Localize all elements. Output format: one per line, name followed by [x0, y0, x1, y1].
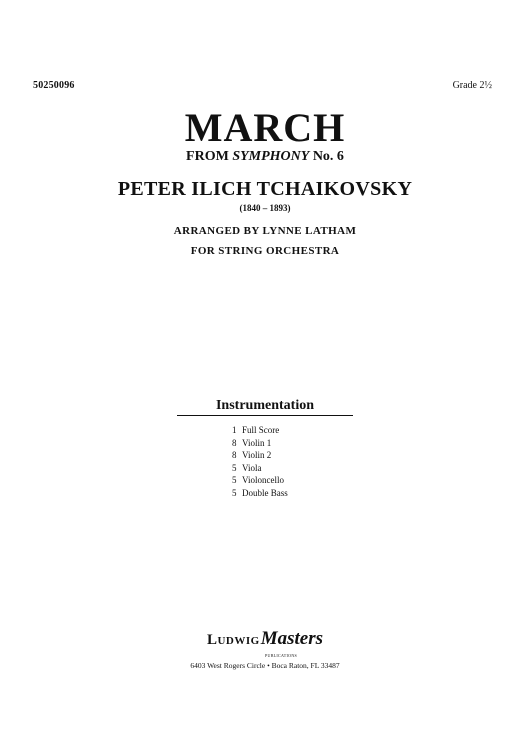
logo-subtitle: PUBLICATIONS — [265, 653, 298, 658]
subtitle — [0, 149, 530, 165]
list-item — [232, 487, 288, 500]
part-name: Viola — [242, 462, 262, 473]
arranger-credit: ARRANGED BY LYNNE LATHAM — [173, 225, 357, 237]
composer-dates: (1840 – 1893) — [239, 203, 291, 213]
list-item — [232, 424, 288, 437]
part-name: Full Score — [242, 425, 280, 435]
logo-masters: Masters — [260, 628, 324, 649]
list-item — [232, 437, 288, 450]
instrumentation-heading: Instrumentation — [215, 398, 314, 413]
part-quantity: 5 — [232, 462, 237, 473]
part-quantity: 5 — [232, 475, 237, 485]
list-item — [232, 449, 288, 462]
part-name: Double Bass — [242, 487, 288, 498]
publisher-logo — [0, 628, 530, 650]
composer-name: PETER ILICH TCHAIKOVSKY — [117, 178, 413, 200]
grade-label: Grade 2½ — [452, 80, 492, 91]
part-quantity: 8 — [232, 450, 237, 460]
part-name: Violin 1 — [242, 437, 272, 448]
part-quantity: 1 — [232, 425, 237, 435]
subtitle-suffix: No. 6 — [312, 149, 344, 164]
list-item — [232, 474, 288, 487]
catalog-number: 50250096 — [33, 80, 75, 91]
publisher-address: 6403 West Rogers Circle • Boca Raton, FL 33487 — [190, 661, 340, 670]
part-quantity: 5 — [232, 487, 237, 498]
subtitle-work: SYMPHONY — [232, 149, 310, 164]
part-name: Violin 2 — [242, 450, 272, 460]
logo-ludwig: Ludwig — [206, 632, 260, 648]
instrumentation-list — [232, 424, 288, 499]
subtitle-prefix: FROM — [186, 149, 229, 164]
part-quantity: 8 — [232, 437, 237, 448]
instrumentation-divider — [177, 415, 353, 416]
page-title: MARCH — [184, 105, 346, 150]
ensemble-label: FOR STRING ORCHESTRA — [190, 245, 340, 257]
part-name: Violoncello — [242, 475, 284, 485]
list-item — [232, 462, 288, 475]
